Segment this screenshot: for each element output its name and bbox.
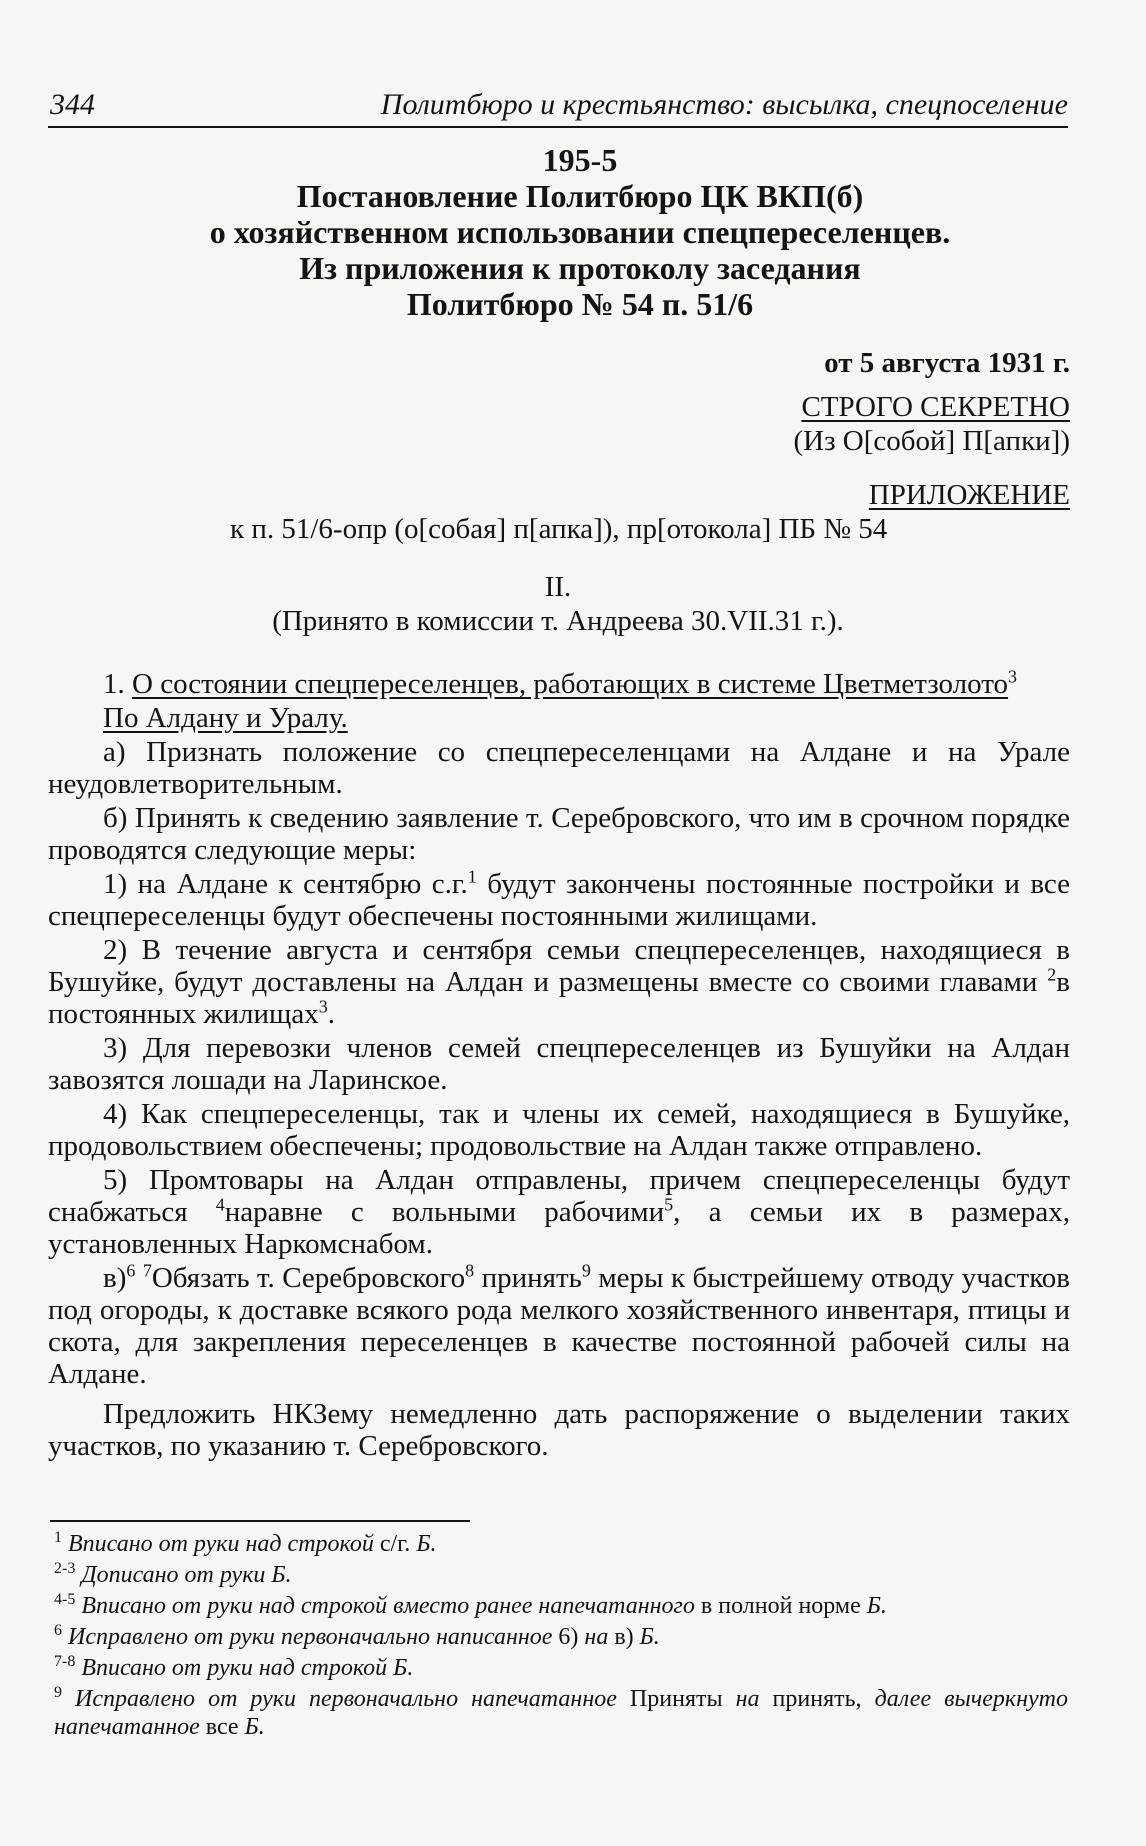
text-span: Вписано от руки над строкой xyxy=(62,1531,380,1557)
paragraph-b: б) Принять к сведению заявление т. Серебровского, что им в срочном порядке проводятся следующие меры: xyxy=(48,802,1070,866)
footnote-2-3 xyxy=(54,1561,1068,1589)
text-span: , а семьи их в размерах, установленных Наркомснабом. xyxy=(48,1196,1071,1260)
text-span: Б. xyxy=(410,1531,437,1557)
paragraph-nkzem: Предложить НКЗему немедленно дать распоряжение о выделении таких участков, по указанию т. Серебровского. xyxy=(48,1398,1070,1462)
measure-3: 3) Для перевозки членов семей спецпереселенцев из Бушуйки на Алдан завозятся лошади на Ларинское. xyxy=(48,1032,1070,1096)
item-number: 1. xyxy=(103,668,132,700)
page-number: 344 xyxy=(50,88,95,121)
text-span: меры к быстрейшему отводу участков под огороды, к доставке всякого рода мелкого хозяйственного инвентаря, птицы и скота, для закрепления переселенцев в качестве постоянной рабочей силы на Алдане. xyxy=(48,1262,1071,1390)
footnote-9 xyxy=(54,1685,1068,1741)
text-span: в) xyxy=(103,1262,127,1294)
footnote-mark: 1 xyxy=(54,1529,62,1546)
region-heading: По Алдану и Уралу. xyxy=(103,702,348,734)
footnote-ref: 4 xyxy=(215,1194,225,1215)
text-span: в) xyxy=(614,1624,634,1650)
footnote-ref: 6 xyxy=(126,1260,136,1281)
text-span: принять, xyxy=(772,1686,862,1712)
text-span: . xyxy=(327,998,335,1030)
measure-5 xyxy=(48,1164,1070,1260)
footnote-ref: 8 xyxy=(465,1260,475,1281)
measure-1 xyxy=(48,868,1070,932)
footnote-ref: 9 xyxy=(581,1260,591,1281)
footnote-mark: 2-3 xyxy=(54,1560,76,1577)
footnote-7-8 xyxy=(54,1654,1068,1682)
text-span: Приняты xyxy=(629,1686,723,1712)
text-span xyxy=(135,1262,142,1294)
paragraph-1 xyxy=(48,668,1070,700)
secrecy-stamp: СТРОГО СЕКРЕТНО xyxy=(801,391,1070,423)
document-number: 195-5 xyxy=(542,142,618,178)
text-span: принять xyxy=(474,1262,582,1294)
text-span: все xyxy=(205,1714,239,1740)
footnote-mark: 7-8 xyxy=(54,1653,76,1670)
text-span: далее вычеркнуто напечатанное xyxy=(54,1686,1069,1740)
document-date: от 5 августа 1931 г. xyxy=(824,347,1070,379)
text-span: Б. xyxy=(860,1593,887,1619)
text-span: наравне с вольными рабочими xyxy=(224,1196,665,1228)
text-span: в полной норме xyxy=(700,1593,861,1619)
footnote-4-5 xyxy=(54,1592,1068,1620)
acceptance-note: (Принято в комиссии т. Андреева 30.VII.31 г.). xyxy=(272,605,844,637)
text-span: 6) xyxy=(558,1624,579,1650)
footnote-mark: 9 xyxy=(54,1684,62,1701)
footnote-1 xyxy=(54,1530,1068,1558)
text-span: 5) Промтовары на Алдан отправлены, причем спецпереселенцы будут снабжаться xyxy=(48,1164,1070,1228)
text-span: Б. xyxy=(633,1624,660,1650)
text-span: Дописано от руки Б. xyxy=(75,1562,292,1588)
text-span: с/г. xyxy=(379,1531,411,1557)
paragraph-v xyxy=(48,1262,1070,1390)
secrecy-note: (Из О[собой] П[апки]) xyxy=(793,425,1070,457)
page-header xyxy=(48,78,1068,128)
footnote-ref: 3 xyxy=(318,996,328,1017)
paragraph-a: а) Признать положение со спецпереселенцами на Алдане и на Урале неудовлетворительным. xyxy=(48,736,1070,800)
document-body xyxy=(48,668,1070,1464)
text-span: в постоянных жилищах xyxy=(48,966,1070,1030)
document-title-line-1: Постановление Политбюро ЦК ВКП(б) xyxy=(296,178,864,214)
footnote-ref: 3 xyxy=(1008,666,1018,687)
footnote-ref: 7 xyxy=(142,1260,152,1281)
document-title-line-2: о хозяйственном использовании спецпереселенцев. xyxy=(209,214,951,250)
text-span: будут закончены постоянные постройки и все спецпереселенцы будут обеспечены постоянными жилищами. xyxy=(48,868,1071,932)
paragraph-region xyxy=(48,702,1070,734)
running-title: Политбюро и крестьянство: высылка, спецпоселение xyxy=(380,88,1068,121)
footnote-ref: 5 xyxy=(664,1194,674,1215)
measure-2 xyxy=(48,934,1070,1030)
appendix-label: ПРИЛОЖЕНИЕ xyxy=(868,479,1070,511)
document-title-line-4: Политбюро № 54 п. 51/6 xyxy=(406,286,754,322)
document-title-line-3: Из приложения к протоколу заседания xyxy=(299,250,861,286)
text-span: Обязать т. Серебровского xyxy=(151,1262,466,1294)
item-title: О состоянии спецпереселенцев, работающих в системе Цветметзолото xyxy=(132,668,1009,700)
text-span: Вписано от руки над строкой вместо ранее напечатанного xyxy=(75,1593,701,1619)
text-span: Вписано от руки над строкой Б. xyxy=(75,1655,414,1681)
measure-4: 4) Как спецпереселенцы, так и члены их семей, находящиеся в Бушуйке, продовольствием обеспечены; продовольствие на Алдан также отправлено. xyxy=(48,1098,1070,1162)
text-span: 1) на Алдане к сентябрю с.г. xyxy=(103,868,468,900)
text-span: Исправлено от руки первоначально написанное xyxy=(62,1624,559,1650)
text-span: Б. xyxy=(238,1714,265,1740)
section-number: II. xyxy=(544,571,572,603)
footnote-6 xyxy=(54,1623,1068,1651)
text-span: на xyxy=(722,1686,773,1712)
footnotes xyxy=(54,1530,1068,1744)
footnote-rule xyxy=(50,1520,470,1522)
footnote-mark: 6 xyxy=(54,1622,62,1639)
footnote-ref: 2 xyxy=(1047,964,1057,985)
text-span: на xyxy=(578,1624,615,1650)
footnote-mark: 4-5 xyxy=(54,1591,76,1608)
appendix-subtitle: к п. 51/6-опр (о[собая] п[апка]), пр[отокола] ПБ № 54 xyxy=(230,513,888,545)
text-span: Исправлено от руки первоначально напечатанное xyxy=(62,1686,630,1712)
text-span: 2) В течение августа и сентября семьи спецпереселенцев, находящиеся в Бушуйке, будут доставлены на Алдан и размещены вместе со своими главами xyxy=(48,934,1070,998)
footnote-ref: 1 xyxy=(467,866,477,887)
document-heading xyxy=(90,142,1070,322)
